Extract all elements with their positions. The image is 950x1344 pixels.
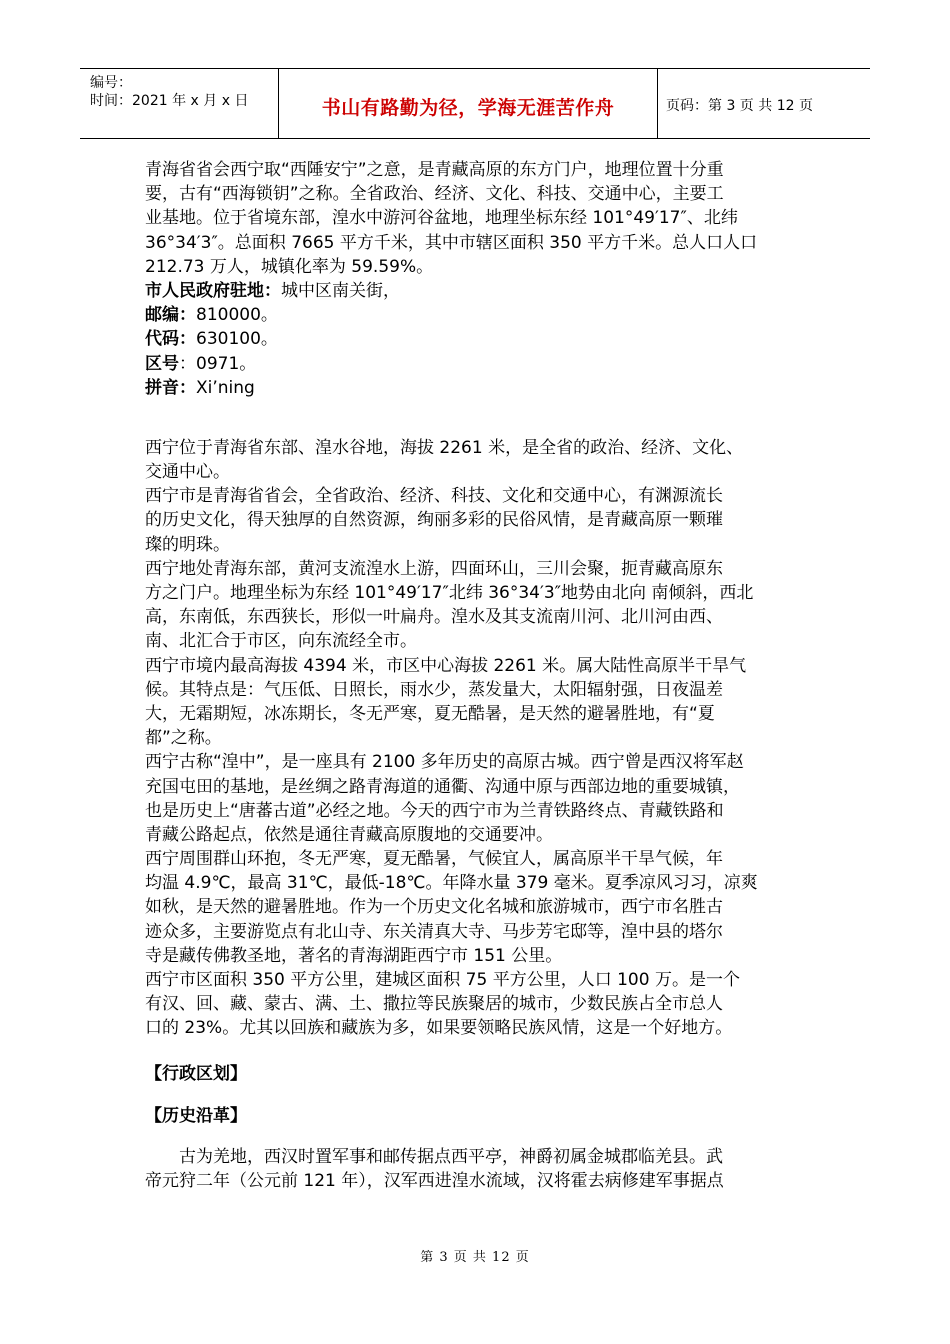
fact-value: 630100。 bbox=[196, 329, 278, 350]
text-line: 如秋，是天然的避暑胜地。作为一个历史文化名城和旅游城市，西宁市名胜古 bbox=[145, 897, 723, 918]
header-meta-cell bbox=[80, 69, 279, 138]
text-line: 业基地。位于省境东部，湟水中游河谷盆地，地理坐标东经 101°49′17″、北纬 bbox=[145, 208, 738, 229]
text-line: 青海省省会西宁取“西陲安宁”之意，是青藏高原的东方门户，地理位置十分重 bbox=[145, 160, 724, 180]
header-motto-cell bbox=[279, 69, 658, 138]
page-code: 页码：第 3 页 共 12 页 bbox=[666, 98, 813, 114]
fact-value: 城中区南关街， bbox=[281, 280, 400, 301]
text-line: 充国屯田的基地，是丝绸之路青海道的通衢、沟通中原与西部边地的重要城镇， bbox=[145, 776, 740, 797]
body-paragraphs bbox=[145, 436, 813, 1041]
fact-value: 810000。 bbox=[196, 305, 278, 326]
page-footer: 第 3 页 共 12 页 bbox=[420, 1250, 530, 1265]
fact-item bbox=[145, 352, 813, 376]
text-line: 寺是藏传佛教圣地，著名的青海湖距西宁市 151 公里。 bbox=[145, 945, 563, 966]
text-line: 迹众多，主要游览点有北山寺、东关清真大寺、马步芳宅邸等，湟中县的塔尔 bbox=[145, 921, 723, 942]
fact-item bbox=[145, 279, 813, 303]
spacer bbox=[145, 1128, 813, 1145]
spacer bbox=[145, 1041, 813, 1062]
fact-label: 邮编： bbox=[145, 305, 196, 326]
text-line: 西宁市区面积 350 平方公里，建城区面积 75 平方公里，人口 100 万。是一个 bbox=[145, 970, 740, 990]
fact-item bbox=[145, 327, 813, 351]
fact-value: Xi’ning bbox=[196, 377, 255, 398]
text-line: 有汉、回、藏、蒙古、满、土、撒拉等民族聚居的城市，少数民族占全市总人 bbox=[145, 994, 723, 1015]
text-line: 青藏公路起点，依然是通往青藏高原腹地的交通要冲。 bbox=[145, 824, 553, 845]
text-line: 方之门户。地理坐标为东经 101°49′17″北纬 36°34′3″地势由北向 南倾斜，西北 bbox=[145, 583, 754, 603]
text-line: 候。其特点是：气压低、日照长，雨水少，蒸发量大，太阳辐射强，日夜温差 bbox=[145, 679, 723, 700]
text-line: 的历史文化，得天独厚的自然资源，绚丽多彩的民俗风情，是青藏高原一颗璀 bbox=[145, 510, 723, 531]
facts-list bbox=[145, 279, 813, 400]
text-line: 西宁市是青海省省会，全省政治、经济、科技、文化和交通中心，有渊源流长 bbox=[145, 486, 723, 507]
fact-label: 拼音： bbox=[145, 377, 196, 398]
fact-label: 代码： bbox=[145, 329, 196, 350]
text-line: 西宁地处青海东部，黄河支流湟水上游，四面环山，三川会聚，扼青藏高原东 bbox=[145, 558, 723, 579]
text-line: 也是历史上“唐蕃古道”必经之地。今天的西宁市为兰青铁路终点、青藏铁路和 bbox=[145, 800, 724, 821]
serial-label: 编号： bbox=[90, 75, 132, 91]
section-heading-admin: 【行政区划】 bbox=[145, 1063, 247, 1084]
fact-label: 市人民政府驻地： bbox=[145, 280, 281, 301]
text-line: 璨的明珠。 bbox=[145, 534, 230, 555]
spacer bbox=[145, 1086, 813, 1104]
text-line: 212.73 万人，城镇化率为 59.59%。 bbox=[145, 256, 434, 277]
text-line: 大，无霜期短，冰冻期长，冬无严寒，夏无酷暑，是天然的避暑胜地，有“夏 bbox=[145, 703, 715, 724]
fact-label: 区号 bbox=[145, 353, 179, 374]
text-line: 南、北汇合于市区，向东流经全市。 bbox=[145, 631, 417, 652]
text-line: 西宁市境内最高海拔 4394 米，市区中心海拔 2261 米。属大陆性高原半干旱气 bbox=[145, 655, 747, 676]
fact-item bbox=[145, 376, 813, 400]
text-line: 古为羌地，西汉时置军事和邮传据点西平亭，神爵初属金城郡临羌县。武 bbox=[179, 1146, 723, 1167]
spacer bbox=[145, 400, 813, 436]
text-line: 都”之称。 bbox=[145, 728, 222, 749]
text-line: 36°34′3″。总面积 7665 平方千米，其中市辖区面积 350 平方千米。总人口人口 bbox=[145, 232, 758, 253]
text-line: 高，东南低，东西狭长，形似一叶扁舟。湟水及其支流南川河、北川河由西、 bbox=[145, 607, 723, 628]
header-page-cell bbox=[658, 69, 870, 138]
date-line: 时间：2021 年 x 月 x 日 bbox=[90, 93, 249, 109]
text-line: 要，古有“西海锁钥”之称。全省政治、经济、文化、科技、交通中心，主要工 bbox=[145, 184, 724, 205]
document-header bbox=[80, 68, 870, 139]
text-line: 帝元狩二年（公元前 121 年），汉军西进湟水流域，汉将霍去病修建军事据点 bbox=[145, 1170, 724, 1191]
motto: 书山有路勤为径，学海无涯苦作舟 bbox=[321, 97, 615, 119]
text-line: 西宁周围群山环抱，冬无严寒，夏无酷暑，气候宜人，属高原半干旱气候，年 bbox=[145, 849, 723, 870]
document-body bbox=[145, 158, 813, 1193]
intro-paragraph bbox=[145, 158, 813, 279]
history-paragraph bbox=[145, 1145, 813, 1193]
fact-value: ：0971。 bbox=[179, 353, 257, 374]
text-line: 口的 23%。尤其以回族和藏族为多，如果要领略民族风情，这是一个好地方。 bbox=[145, 1018, 733, 1039]
text-line: 西宁古称“湟中”，是一座具有 2100 多年历史的高原古城。西宁曾是西汉将军赵 bbox=[145, 752, 744, 773]
section-heading-history: 【历史沿革】 bbox=[145, 1105, 247, 1126]
fact-item bbox=[145, 303, 813, 327]
text-line: 均温 4.9℃，最高 31℃，最低-18℃。年降水量 379 毫米。夏季凉风习习，凉爽 bbox=[145, 873, 758, 894]
text-line: 西宁位于青海省东部、湟水谷地，海拔 2261 米，是全省的政治、经济、文化、 bbox=[145, 437, 744, 458]
text-line: 交通中心。 bbox=[145, 462, 230, 483]
